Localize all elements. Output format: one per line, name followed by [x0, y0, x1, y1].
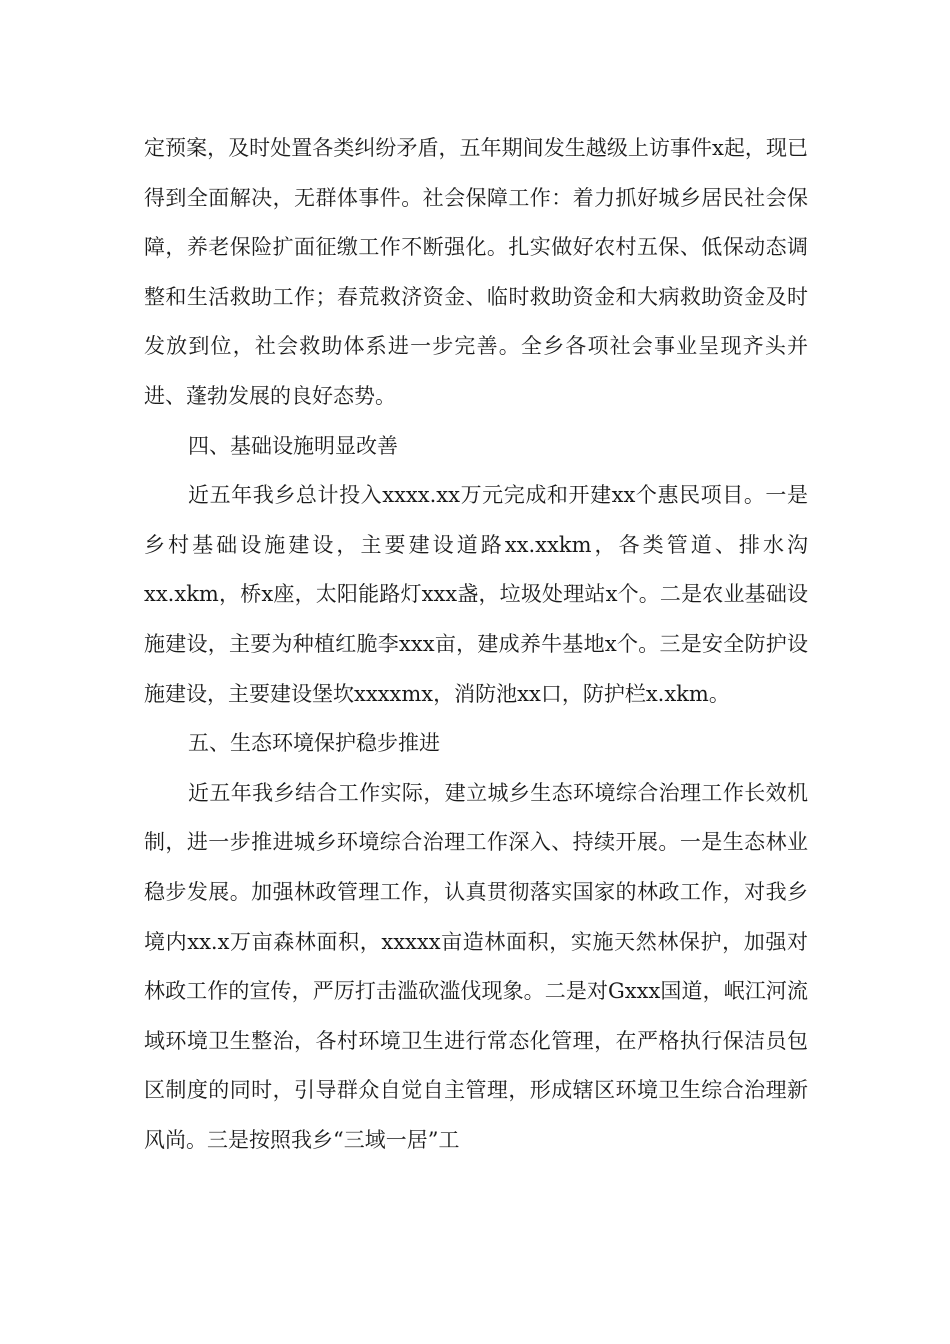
paragraph-social-security: 定预案，及时处置各类纠纷矛盾，五年期间发生越级上访事件x起，现已得到全面解决，无群体事件。社会保障工作：着力抓好城乡居民社会保障，养老保险扩面征缴工作不断强化。扎实做好农村五保、低保动态调整和生活救助工作；春荒救济资金、临时救助资金和大病救助资金及时发放到位，社会救助体系进一步完善。全乡各项社会事业呈现齐头并进、蓬勃发展的良好态势。 [144, 136, 808, 408]
document-body [144, 124, 808, 1165]
paragraph-infrastructure: 近五年我乡总计投入xxxx.xx万元完成和开建xx个惠民项目。一是乡村基础设施建设，主要建设道路xx.xxkm，各类管道、排水沟xx.xkm，桥x座，太阳能路灯xxx盏，垃圾处理站x个。二是农业基础设施建设，主要为种植红脆李xxx亩，建成养牛基地x个。三是安全防护设施建设，主要建设堡坎xxxxmx，消防池xx口，防护栏x.xkm。 [144, 483, 808, 706]
section-heading-infrastructure: 四、基础设施明显改善 [188, 433, 398, 458]
paragraph-ecology: 近五年我乡结合工作实际，建立城乡生态环境综合治理工作长效机制，进一步推进城乡环境综合治理工作深入、持续开展。一是生态林业稳步发展。加强林政管理工作，认真贯彻落实国家的林政工作，对我乡境内xx.x万亩森林面积，xxxxx亩造林面积，实施天然林保护，加强对林政工作的宣传，严厉打击滥砍滥伐现象。二是对Gxxx国道，岷江河流域环境卫生整治，各村环境卫生进行常态化管理，在严格执行保洁员包区制度的同时，引导群众自觉自主管理，形成辖区环境卫生综合治理新风尚。三是按照我乡“三域一居”工 [144, 780, 808, 1152]
section-heading-ecology: 五、生态环境保护稳步推进 [188, 731, 440, 756]
